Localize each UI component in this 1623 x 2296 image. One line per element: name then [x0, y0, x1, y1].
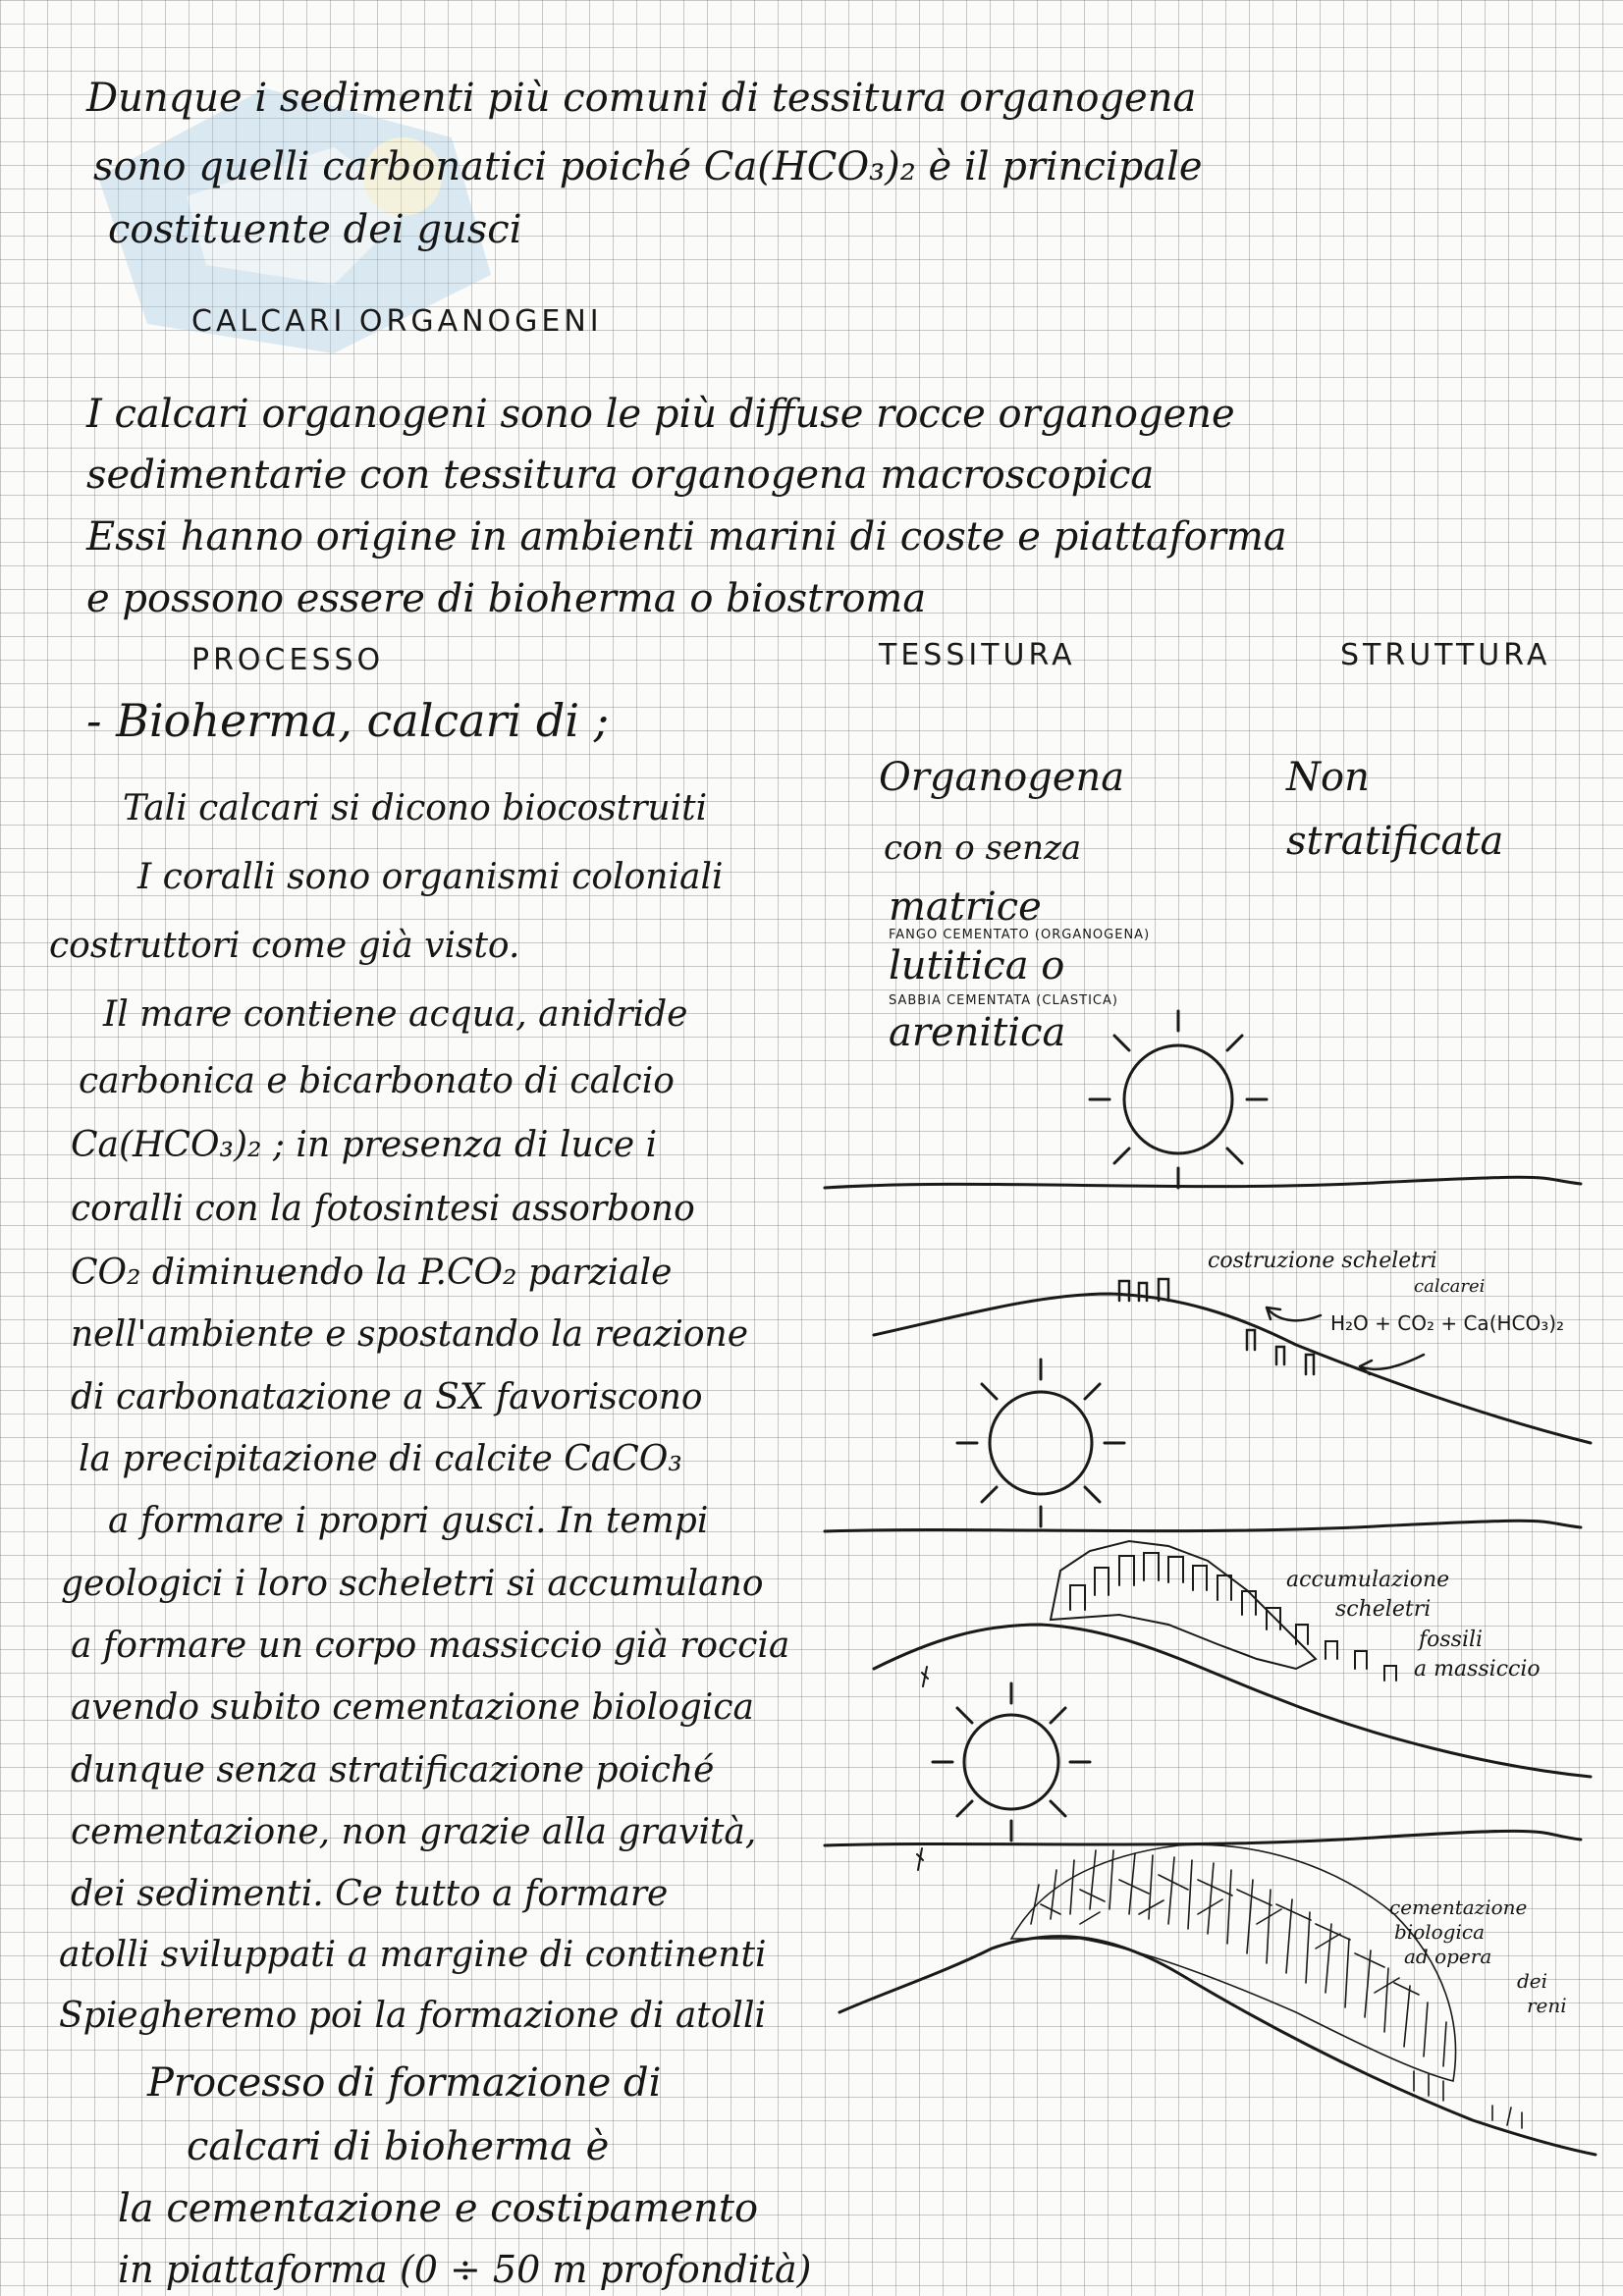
struttura-line-2: stratificata [1286, 819, 1504, 864]
para-line-4: e possono essere di bioherma o biostroma [86, 576, 927, 621]
body-line: coralli con la fotosintesi assorbono [71, 1189, 695, 1229]
body-line: dunque senza stratificazione poiché [71, 1750, 715, 1790]
closing-line: calcari di bioherma è [187, 2124, 610, 2169]
closing-line: Processo di formazione di [147, 2060, 662, 2106]
intro-line-3: costituente dei gusci [108, 207, 522, 252]
body-line: Tali calcari si dicono biocostruiti [123, 788, 708, 828]
annotation-reaction: H₂O + CO₂ + Ca(HCO₃)₂ [1330, 1311, 1565, 1335]
body-line: a formare i propri gusci. In tempi [108, 1501, 709, 1541]
column-tessitura: TESSITURA [879, 638, 1076, 672]
sea-floor-line [874, 1625, 1591, 1777]
para-line-2: sedimentarie con tessitura organogena macroscopica [86, 453, 1155, 498]
body-line: la precipitazione di calcite CaCO₃ [79, 1439, 682, 1479]
coral-outline [1119, 1279, 1314, 1374]
annotation-cementation-4: dei [1517, 1969, 1548, 1993]
body-line: Spiegheremo poi la formazione di atolli [59, 1996, 766, 2036]
body-line: dei sedimenti. Ce tutto a formare [71, 1874, 669, 1914]
body-line: costruttori come già visto. [49, 926, 520, 966]
closing-line: la cementazione e costipamento [118, 2186, 759, 2231]
intro-line-1: Dunque i sedimenti più comuni di tessitura organogena [86, 76, 1197, 121]
body-line: Il mare contiene acqua, anidride [103, 994, 688, 1035]
struttura-line-1: Non [1286, 755, 1370, 800]
body-line: nell'ambiente e spostando la reazione [71, 1314, 749, 1355]
tessitura-line-2: con o senza [884, 828, 1082, 868]
body-line: geologici i loro scheletri si accumulano [61, 1564, 764, 1604]
cemented-reef [1011, 1844, 1522, 2128]
body-line: I coralli sono organismi coloniali [137, 857, 724, 897]
column-processo: PROCESSO [191, 643, 385, 677]
para-line-3: Essi hanno origine in ambienti marini di coste e piattaforma [86, 514, 1287, 560]
sea-line [825, 1521, 1581, 1531]
tessitura-line-5: arenitica [889, 1010, 1066, 1055]
column-struttura: STRUTTURA [1340, 638, 1551, 672]
annotation-accumulation-1: accumulazione [1286, 1568, 1450, 1592]
body-line: Ca(HCO₃)₂ ; in presenza di luce i [71, 1125, 658, 1165]
sea-line [825, 1177, 1581, 1188]
annotation-accumulation-2: scheletri [1335, 1597, 1432, 1622]
annotation-cementation-2: biologica [1394, 1920, 1486, 1944]
tessitura-line-3: matrice [889, 884, 1042, 930]
body-line: carbonica e bicarbonato di calcio [79, 1061, 675, 1101]
annotation-cementation-5: reni [1527, 1994, 1567, 2017]
sea-line [825, 1831, 1581, 1845]
body-line: di carbonatazione a SX favoriscono [71, 1377, 703, 1417]
tessitura-small-note-2: SABBIA CEMENTATA (CLASTICA) [889, 993, 1118, 1008]
sun-icon [1090, 1011, 1267, 1188]
annotation-accumulation-4: a massiccio [1414, 1657, 1541, 1682]
intro-line-2: sono quelli carbonatici poiché Ca(HCO₃)₂ è il principale [93, 144, 1203, 189]
body-line: cementazione, non grazie alla gravità, [71, 1812, 757, 1852]
para-line-1: I calcari organogeni sono le più diffuse rocce organogene [86, 392, 1235, 437]
sun-icon [957, 1360, 1124, 1526]
closing-line: in piattaforma (0 ÷ 50 m profondità) [118, 2248, 812, 2291]
annotation-cementation-1: cementazione [1389, 1896, 1528, 1919]
tessitura-small-note-1: FANGO CEMENTATO (ORGANOGENA) [889, 928, 1151, 942]
tessitura-line-1: Organogena [879, 755, 1125, 800]
sun-icon [933, 1683, 1090, 1841]
annotation-construction-2: calcarei [1414, 1276, 1486, 1297]
tessitura-line-4: lutitica o [889, 943, 1065, 988]
body-line: a formare un corpo massiccio già roccia [71, 1626, 790, 1666]
annotation-accumulation-3: fossili [1419, 1628, 1484, 1652]
body-line: CO₂ diminuendo la P.CO₂ parziale [71, 1253, 673, 1293]
row-title: - Bioherma, calcari di ; [86, 694, 610, 747]
annotation-construction-1: costruzione scheletri [1208, 1249, 1437, 1273]
body-line: atolli sviluppati a margine di continenti [59, 1935, 767, 1975]
body-line: avendo subito cementazione biologica [71, 1687, 754, 1728]
section-heading: CALCARI ORGANOGENI [191, 304, 603, 339]
annotation-cementation-3: ad opera [1404, 1945, 1492, 1968]
